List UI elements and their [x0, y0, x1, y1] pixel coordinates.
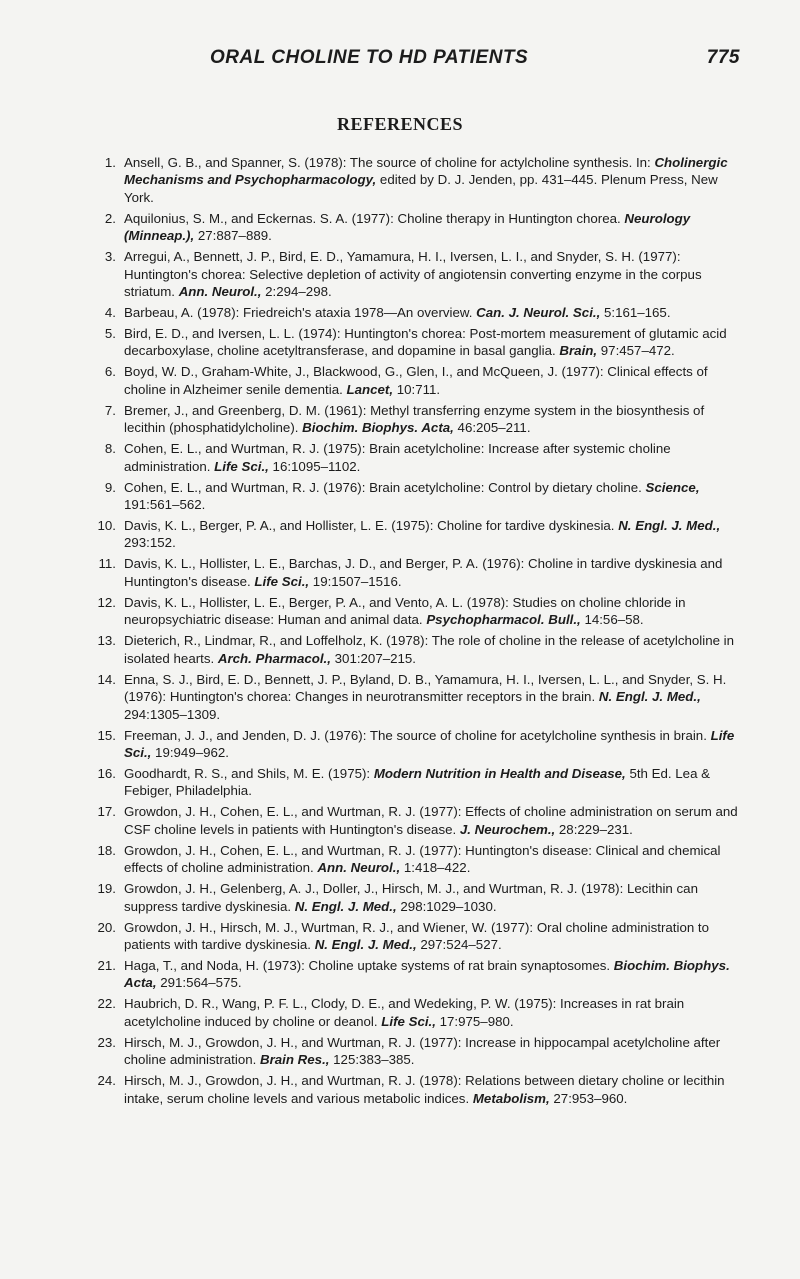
reference-segment: 97:457–472.	[597, 343, 675, 359]
reference-segment: Davis, K. L., Berger, P. A., and Hollister, L. E. (1975): Choline for tardive dyskinesia.	[124, 518, 619, 534]
reference-text	[124, 843, 721, 875]
reference-item	[86, 517, 740, 552]
reference-item	[86, 210, 740, 245]
reference-segment: 2:294–298.	[261, 284, 332, 300]
reference-item	[86, 842, 740, 877]
reference-source: Cholinergic Mechanisms and Psychopharmacology,	[124, 155, 728, 188]
reference-number: 14.	[97, 671, 116, 687]
reference-number: 20.	[97, 919, 116, 935]
reference-segment: Aquilonius, S. M., and Eckernas. S. A. (1977): Choline therapy in Huntington chorea.	[124, 210, 625, 226]
reference-item	[86, 765, 740, 800]
reference-text	[124, 326, 727, 358]
reference-number: 6.	[104, 364, 116, 380]
reference-source: Metabolism,	[472, 1090, 550, 1106]
reference-item	[86, 154, 740, 206]
reference-source: Ann. Neurol.,	[178, 284, 262, 300]
reference-segment: 19:949–962.	[151, 744, 229, 760]
reference-item	[86, 727, 740, 762]
reference-item	[86, 479, 740, 514]
reference-segment: Haga, T., and Noda, H. (1973): Choline uptake systems of rat brain synaptosomes.	[124, 957, 614, 973]
reference-segment: Growdon, J. H., Hirsch, M. J., Wurtman, R. J., and Wiener, W. (1977): Oral choline administration to patients with tardive dyskinesia.	[124, 919, 710, 952]
reference-number: 23.	[97, 1034, 116, 1050]
page-number: 775	[706, 47, 740, 68]
reference-text	[124, 728, 734, 760]
reference-number: 16.	[97, 765, 116, 781]
reference-segment: 191:561–562.	[124, 497, 206, 513]
reference-number: 15.	[97, 727, 116, 743]
reference-item	[86, 803, 740, 838]
reference-text	[124, 364, 708, 396]
reference-source: Arch. Pharmacol.,	[217, 650, 331, 666]
reference-segment: 5th Ed. Lea & Febiger, Philadelphia.	[124, 765, 711, 799]
reference-text	[124, 672, 726, 722]
reference-item	[86, 880, 740, 915]
reference-source: Modern Nutrition in Health and Disease,	[373, 765, 626, 781]
reference-segment: Boyd, W. D., Graham-White, J., Blackwood, G., Glen, I., and McQueen, J. (1977): Clinical effects of choline in Alzheimer senile dementia.	[124, 364, 708, 397]
reference-text	[124, 1035, 720, 1067]
reference-item	[86, 995, 740, 1030]
reference-segment: 301:207–215.	[330, 650, 416, 666]
reference-text	[124, 211, 690, 243]
reference-source: Biochim. Biophys. Acta,	[302, 420, 454, 436]
reference-source: N. Engl. J. Med.,	[618, 518, 721, 534]
reference-source: Life Sci.,	[124, 727, 735, 760]
reference-list	[86, 154, 740, 1111]
reference-item	[86, 402, 740, 437]
reference-segment: 19:1507–1516.	[309, 573, 402, 589]
reference-segment: Cohen, E. L., and Wurtman, R. J. (1976): Brain acetylcholine: Control by dietary choline.	[124, 479, 646, 495]
reference-segment: Hirsch, M. J., Growdon, J. H., and Wurtman, R. J. (1977): Increase in hippocampal acetylcholine after choline administration.	[124, 1034, 721, 1068]
reference-source: J. Neurochem.,	[459, 821, 556, 837]
reference-segment: Growdon, J. H., Cohen, E. L., and Wurtman, R. J. (1977): Effects of choline administration on serum and CSF choline levels in patients with Huntington's disease.	[124, 804, 738, 837]
reference-segment: 1:418–422.	[400, 860, 471, 876]
reference-segment: 5:161–165.	[600, 305, 671, 321]
reference-text	[124, 155, 728, 205]
reference-segment: Barbeau, A. (1978): Friedreich's ataxia 1978—An overview.	[124, 305, 477, 321]
reference-segment: 10:711.	[393, 381, 441, 397]
reference-text	[124, 480, 700, 512]
reference-text	[124, 996, 684, 1028]
reference-number: 5.	[104, 326, 116, 342]
reference-source: Life Sci.,	[254, 573, 310, 589]
reference-item	[86, 671, 740, 723]
reference-number: 9.	[104, 479, 116, 495]
reference-segment: Davis, K. L., Hollister, L. E., Berger, P. A., and Vento, A. L. (1978): Studies on choline chloride in neuropsychiatric disease: Human and animal data.	[124, 594, 686, 628]
reference-segment: 17:975–980.	[435, 1013, 514, 1029]
running-title: ORAL CHOLINE TO HD PATIENTS	[210, 47, 529, 68]
reference-segment: Haubrich, D. R., Wang, P. F. L., Clody, D. E., and Wedeking, P. W. (1975): Increases in rat brain acetylcholine induced by choline or deanol.	[124, 996, 685, 1029]
reference-source: Biochim. Biophys. Acta,	[124, 957, 730, 991]
reference-number: 18.	[97, 842, 116, 858]
reference-text	[124, 920, 709, 952]
reference-number: 21.	[97, 957, 116, 973]
reference-item	[86, 919, 740, 954]
reference-text	[124, 556, 722, 588]
reference-source: Neurology (Minneap.),	[124, 210, 691, 244]
reference-text	[124, 766, 710, 798]
reference-text	[124, 633, 734, 665]
reference-segment: Growdon, J. H., Gelenberg, A. J., Doller, J., Hirsch, M. J., and Wurtman, R. J. (1978): Lecithin can suppress tardive dyskinesia.	[124, 881, 698, 914]
reference-number: 8.	[104, 441, 116, 457]
reference-item	[86, 325, 740, 360]
reference-segment: 294:1305–1309.	[124, 706, 221, 722]
reference-item	[86, 363, 740, 398]
reference-segment: 293:152.	[124, 535, 176, 551]
reference-segment: edited by D. J. Jenden, pp. 431–445. Plenum Press, New York.	[124, 172, 718, 205]
reference-segment: Davis, K. L., Hollister, L. E., Barchas, J. D., and Berger, P. A. (1976): Choline in tardive dyskinesia and Huntington's disease.	[124, 556, 723, 589]
reference-text	[124, 305, 671, 320]
reference-source: Ann. Neurol.,	[317, 860, 401, 876]
reference-source: Science,	[645, 479, 700, 495]
reference-segment: 27:887–889.	[194, 228, 272, 244]
reference-source: Psychopharmacol. Bull.,	[426, 612, 581, 628]
reference-segment: 291:564–575.	[156, 975, 242, 991]
reference-number: 24.	[97, 1073, 116, 1089]
reference-item	[86, 440, 740, 475]
reference-item	[86, 632, 740, 667]
reference-number: 1.	[104, 155, 116, 170]
reference-number: 10.	[97, 518, 116, 534]
reference-text	[124, 403, 704, 435]
reference-segment: Goodhardt, R. S., and Shils, M. E. (1975):	[124, 765, 374, 781]
reference-segment: 16:1095–1102.	[268, 458, 361, 474]
reference-item	[86, 248, 740, 300]
reference-number: 2.	[104, 210, 116, 226]
reference-segment: Ansell, G. B., and Spanner, S. (1978): The source of choline for actylcholine synthesis. In:	[124, 155, 655, 170]
reference-source: Brain Res.,	[260, 1052, 330, 1068]
reference-segment: 297:524–527.	[416, 936, 502, 952]
reference-number: 4.	[104, 305, 116, 321]
reference-segment: Freeman, J. J., and Jenden, D. J. (1976): The source of choline for acetylcholine synthesis in brain.	[124, 727, 711, 743]
reference-source: N. Engl. J. Med.,	[598, 689, 701, 705]
reference-segment: Hirsch, M. J., Growdon, J. H., and Wurtman, R. J. (1978): Relations between dietary choline or lecithin intake, serum choline levels and various metabolic indices.	[124, 1073, 725, 1106]
reference-item	[86, 304, 740, 321]
reference-source: N. Engl. J. Med.,	[294, 898, 397, 914]
reference-number: 7.	[104, 402, 116, 418]
reference-text	[124, 441, 671, 473]
reference-segment: 298:1029–1030.	[396, 898, 497, 914]
reference-source: Life Sci.,	[214, 458, 269, 474]
reference-item	[86, 594, 740, 629]
reference-segment: Bird, E. D., and Iversen, L. L. (1974): Huntington's chorea: Post-mortem measurement of glutamic acid decarboxylase, choline acetyltransferase, and dopamine in basal ganglia.	[124, 326, 727, 359]
reference-number: 22.	[97, 996, 116, 1012]
reference-item	[86, 957, 740, 992]
reference-segment: Bremer, J., and Greenberg, D. M. (1961): Methyl transferring enzyme system in the biosynthesis of lecithin (phosphatidylcholine).	[124, 402, 705, 436]
reference-number: 3.	[104, 249, 116, 265]
reference-text	[124, 595, 686, 627]
reference-segment: Growdon, J. H., Cohen, E. L., and Wurtman, R. J. (1977): Huntington's disease: Clinical and chemical effects of choline administration.	[124, 842, 721, 876]
reference-segment: Arregui, A., Bennett, J. P., Bird, E. D., Yamamura, H. I., Iversen, L. I., and Snyder, S. H. (1977): Huntington's chorea: Selective depletion of activity of angiotensin converting enzyme in the corpus striatum.	[124, 249, 702, 300]
running-header	[210, 47, 740, 71]
reference-number: 12.	[97, 594, 116, 610]
reference-source: Lancet,	[346, 381, 394, 397]
reference-item	[86, 1034, 740, 1069]
reference-number: 17.	[97, 804, 116, 820]
reference-segment: 28:229–231.	[555, 821, 633, 837]
reference-source: Can. J. Neurol. Sci.,	[476, 305, 601, 321]
reference-text	[124, 518, 720, 550]
reference-segment: 27:953–960.	[549, 1090, 628, 1106]
reference-segment: Enna, S. J., Bird, E. D., Bennett, J. P., Byland, D. B., Yamamura, H. I., Iversen, L. L., and Snyder, S. H. (1976): Huntington's chorea: Changes in neurotransmitter receptors in the brain.	[124, 671, 727, 705]
reference-text	[124, 1073, 725, 1105]
reference-number: 13.	[97, 633, 116, 649]
reference-source: Life Sci.,	[381, 1013, 436, 1029]
reference-segment: Dieterich, R., Lindmar, R., and Loffelholz, K. (1978): The role of choline in the release of acetylcholine in isolated hearts.	[124, 633, 735, 666]
reference-number: 19.	[97, 881, 116, 897]
section-title: REFERENCES	[336, 114, 464, 134]
reference-text	[124, 881, 698, 913]
reference-text	[124, 804, 738, 836]
reference-item	[86, 1072, 740, 1107]
reference-segment: 46:205–211.	[453, 420, 531, 436]
reference-text	[124, 249, 702, 299]
reference-source: Brain,	[559, 343, 598, 359]
reference-source: N. Engl. J. Med.,	[314, 936, 417, 952]
reference-item	[86, 555, 740, 590]
reference-segment: Cohen, E. L., and Wurtman, R. J. (1975): Brain acetylcholine: Increase after systemic choline administration.	[124, 441, 671, 474]
reference-text	[124, 958, 730, 990]
reference-number: 11.	[98, 556, 116, 572]
reference-segment: 14:56–58.	[580, 612, 644, 628]
reference-segment: 125:383–385.	[329, 1052, 415, 1068]
